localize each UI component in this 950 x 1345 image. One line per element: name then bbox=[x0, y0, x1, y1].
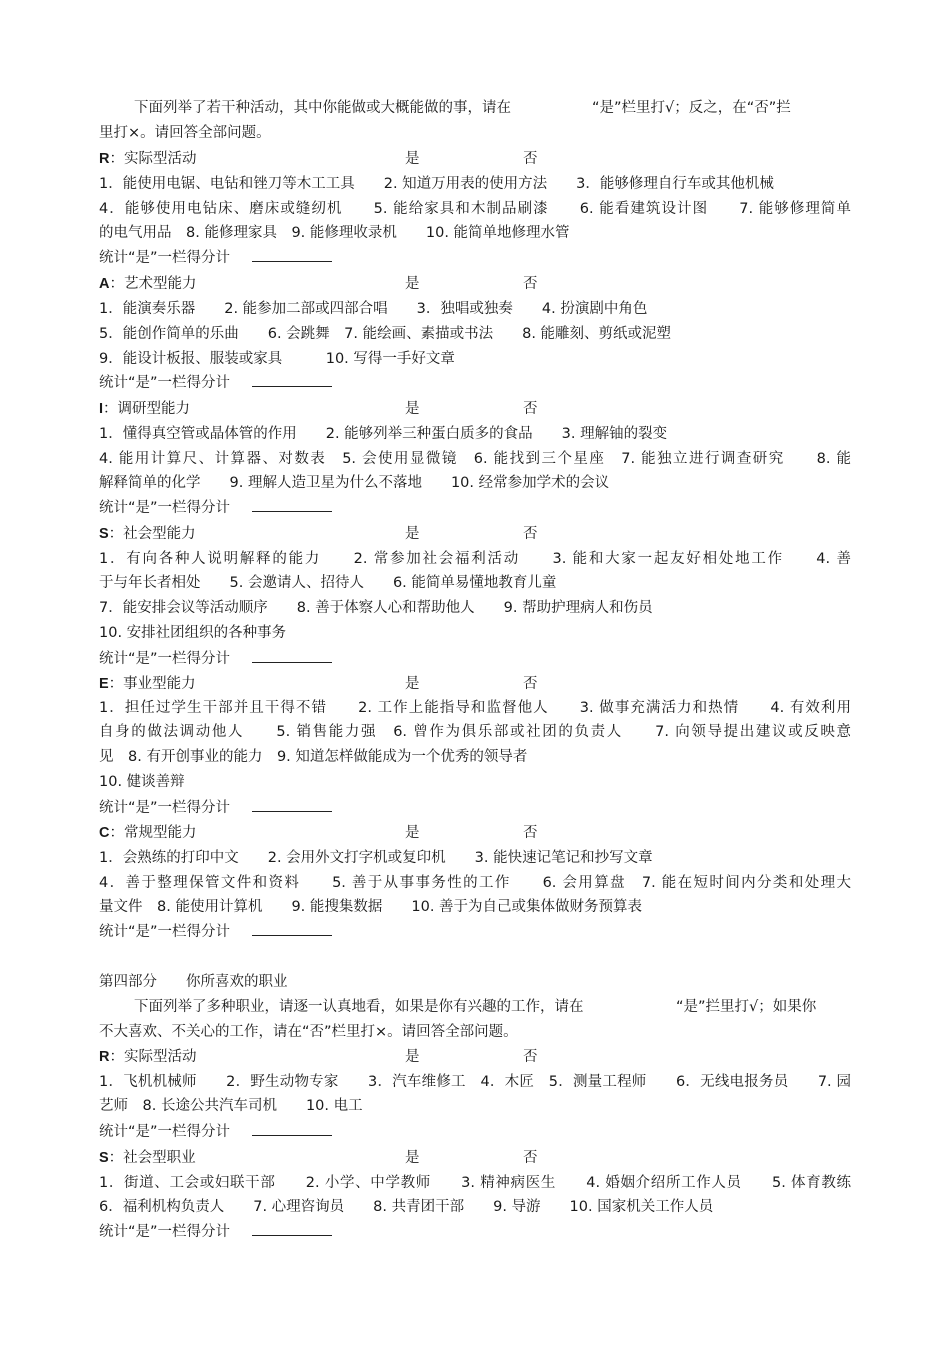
section-header-s bbox=[99, 524, 549, 544]
section-header-i bbox=[99, 399, 549, 419]
score-line bbox=[99, 497, 851, 518]
part3-intro-line-1 bbox=[134, 98, 851, 118]
score-blank[interactable] bbox=[252, 1221, 332, 1236]
item-line: 1．有向各种人说明解释的能力 2. 常参加社会福利活动 3. 能和大家一起友好相处地工作 4. 善 bbox=[99, 551, 851, 567]
section-header-s bbox=[99, 1148, 549, 1168]
yes-column-label: 是 bbox=[405, 825, 420, 841]
section-title: ：常规型能力 bbox=[109, 825, 197, 841]
score-label: 统计“是”一栏得分计 bbox=[99, 375, 231, 391]
score-label: 统计“是”一栏得分计 bbox=[99, 1124, 231, 1140]
item-line: 见 8. 有开创事业的能力 9. 知道怎样做能成为一个优秀的领导者 bbox=[99, 749, 528, 765]
score-blank[interactable] bbox=[252, 372, 332, 387]
yes-column-label: 是 bbox=[405, 401, 420, 417]
part4-heading: 第四部分 你所喜欢的职业 bbox=[99, 974, 288, 990]
score-label: 统计“是”一栏得分计 bbox=[99, 250, 231, 266]
item-line: 9．能设计板报、服装或家具 10. 写得一手好文章 bbox=[99, 351, 455, 367]
no-column-label: 否 bbox=[523, 526, 538, 542]
intro-text: 下面列举了若干种活动，其中你能做或大概能做的事，请在 bbox=[134, 100, 511, 116]
section-title: ：实际型活动 bbox=[109, 151, 197, 167]
section-letter: I bbox=[99, 401, 104, 417]
score-blank[interactable] bbox=[252, 648, 332, 663]
part4-intro-line-2: 不大喜欢、不关心的工作，请在“否”栏里打×。请回答全部问题。 bbox=[99, 1024, 518, 1040]
section-letter: S bbox=[99, 526, 109, 542]
section-header-c bbox=[99, 823, 549, 843]
yes-column-label: 是 bbox=[405, 1049, 420, 1065]
score-blank[interactable] bbox=[252, 247, 332, 262]
item-line: 4．善于整理保管文件和资料 5. 善于从事事务性的工作 6. 会用算盘 7. 能在短时间内分类和处理大 bbox=[99, 875, 851, 891]
item-line: 1．飞机机械师 2．野生动物专家 3．汽车维修工 4．木匠 5．测量工程师 6．无线电报务员 7. 园 bbox=[99, 1074, 851, 1090]
section-letter: E bbox=[99, 676, 109, 692]
item-line: 6．福利机构负责人 7. 心理咨询员 8. 共青团干部 9. 导游 10. 国家机关工作人员 bbox=[99, 1199, 714, 1215]
item-line: 于与年长者相处 5. 会邀请人、招待人 6. 能简单易懂地教育儿童 bbox=[99, 575, 557, 591]
item-line: 10. 安排社团组织的各种事务 bbox=[99, 625, 287, 641]
no-column-label: 否 bbox=[523, 401, 538, 417]
item-line: 解释简单的化学 9. 理解人造卫星为什么不落地 10. 经常参加学术的会议 bbox=[99, 475, 610, 491]
item-line: 1．能使用电锯、电钻和锉刀等木工工具 2. 知道万用表的使用方法 3．能够修理自行车或其他机械 bbox=[99, 176, 774, 192]
yes-column-label: 是 bbox=[405, 676, 420, 692]
no-column-label: 否 bbox=[523, 1049, 538, 1065]
section-letter: C bbox=[99, 825, 110, 841]
no-column-label: 否 bbox=[523, 151, 538, 167]
section-title: ：艺术型能力 bbox=[109, 276, 197, 292]
part4-intro-line-1 bbox=[134, 997, 851, 1017]
score-blank[interactable] bbox=[252, 797, 332, 812]
score-blank[interactable] bbox=[252, 1121, 332, 1136]
score-blank[interactable] bbox=[252, 921, 332, 936]
item-line: 量文件 8. 能使用计算机 9. 能搜集数据 10. 善于为自己或集体做财务预算表 bbox=[99, 899, 643, 915]
no-column-label: 否 bbox=[523, 276, 538, 292]
score-line bbox=[99, 797, 851, 818]
yes-column-label: 是 bbox=[405, 1150, 420, 1166]
section-letter: R bbox=[99, 151, 110, 167]
item-line: 艺师 8. 长途公共汽车司机 10. 电工 bbox=[99, 1098, 363, 1114]
score-line bbox=[99, 1221, 851, 1242]
score-line bbox=[99, 372, 851, 393]
section-title: ：社会型职业 bbox=[108, 1150, 196, 1166]
intro-text-answer: “是”拦里打√；如果你 bbox=[676, 999, 817, 1015]
no-column-label: 否 bbox=[523, 825, 538, 841]
yes-column-label: 是 bbox=[405, 151, 420, 167]
item-line: 1．能演奏乐器 2. 能参加二部或四部合唱 3．独唱或独奏 4. 扮演剧中角色 bbox=[99, 301, 648, 317]
score-line bbox=[99, 247, 851, 268]
score-label: 统计“是”一栏得分计 bbox=[99, 800, 231, 816]
item-line: 自身的做法调动他人 5. 销售能力强 6. 曾作为俱乐部或社团的负责人 7. 向领导提出建议或反映意 bbox=[99, 724, 851, 740]
section-header-r bbox=[99, 1047, 549, 1067]
intro-text-answer: “是”栏里打√；反之，在“否”拦 bbox=[592, 100, 791, 116]
item-line: 1．懂得真空管或晶体管的作用 2. 能够列举三种蛋白质多的食品 3. 理解铀的裂变 bbox=[99, 426, 668, 442]
section-title: ：事业型能力 bbox=[108, 676, 196, 692]
item-line: 4. 能用计算尺、计算器、对数表 5. 会使用显微镜 6. 能找到三个星座 7. 能独立进行调查研究 8. 能 bbox=[99, 451, 851, 467]
section-header-a bbox=[99, 274, 549, 294]
item-line: 5．能创作简单的乐曲 6. 会跳舞 7. 能绘画、素描或书法 8. 能雕刻、剪纸或泥塑 bbox=[99, 326, 672, 342]
score-label: 统计“是”一栏得分计 bbox=[99, 1224, 231, 1240]
score-label: 统计“是”一栏得分计 bbox=[99, 924, 231, 940]
score-line bbox=[99, 648, 851, 669]
score-label: 统计“是”一栏得分计 bbox=[99, 651, 231, 667]
item-line: 1．街道、工会或妇联干部 2. 小学、中学教师 3. 精神病医生 4. 婚姻介绍所工作人员 5. 体育教练 bbox=[99, 1175, 851, 1191]
section-title: ：调研型能力 bbox=[103, 401, 191, 417]
section-letter: A bbox=[99, 276, 110, 292]
no-column-label: 否 bbox=[523, 1150, 538, 1166]
score-line bbox=[99, 921, 851, 942]
score-blank[interactable] bbox=[252, 497, 332, 512]
score-label: 统计“是”一栏得分计 bbox=[99, 500, 231, 516]
section-letter: R bbox=[99, 1049, 110, 1065]
item-line: 10. 健谈善辩 bbox=[99, 774, 185, 790]
item-line: 的电气用品 8. 能修理家具 9. 能修理收录机 10. 能简单地修理水管 bbox=[99, 225, 570, 241]
intro-text: 下面列举了多种职业，请逐一认真地看，如果是你有兴趣的工作，请在 bbox=[134, 999, 584, 1015]
section-letter: S bbox=[99, 1150, 109, 1166]
no-column-label: 否 bbox=[523, 676, 538, 692]
item-line: 7．能安排会议等活动顺序 8. 善于体察人心和帮助他人 9. 帮助护理病人和伤员 bbox=[99, 600, 653, 616]
part3-intro-line-2: 里打×。请回答全部问题。 bbox=[99, 125, 271, 141]
yes-column-label: 是 bbox=[405, 526, 420, 542]
section-header-r bbox=[99, 149, 549, 169]
item-line: 1．会熟练的打印中文 2. 会用外文打字机或复印机 3. 能快速记笔记和抄写文章 bbox=[99, 850, 653, 866]
item-line: 4．能够使用电钻床、磨床或缝纫机 5. 能给家具和木制品刷漆 6. 能看建筑设计图 7. 能够修理简单 bbox=[99, 201, 851, 217]
section-header-e bbox=[99, 674, 549, 694]
section-title: ：实际型活动 bbox=[109, 1049, 197, 1065]
score-line bbox=[99, 1121, 851, 1142]
yes-column-label: 是 bbox=[405, 276, 420, 292]
item-line: 1．担任过学生干部并且干得不错 2. 工作上能指导和监督他人 3. 做事充满活力和热情 4. 有效利用 bbox=[99, 700, 851, 716]
section-title: ：社会型能力 bbox=[108, 526, 196, 542]
